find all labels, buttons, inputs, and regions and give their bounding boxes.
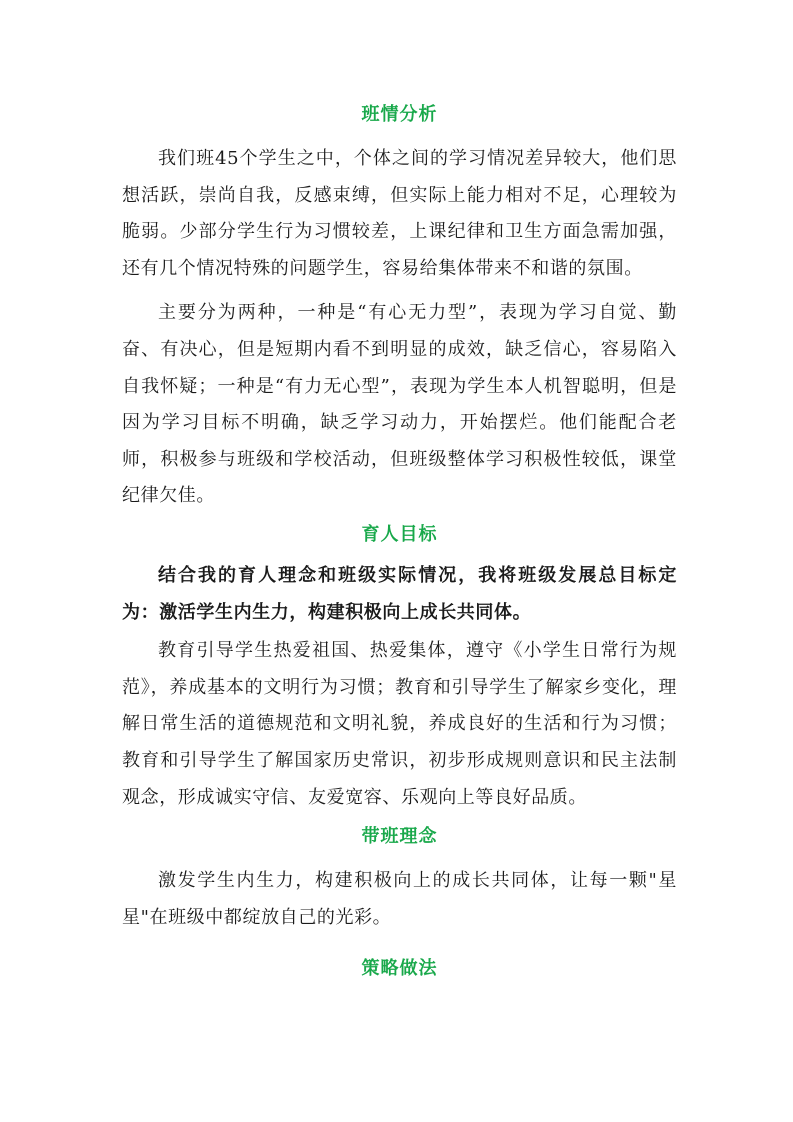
paragraph-student-types: 主要分为两种，一种是“有心无力型”，表现为学习自觉、勤奋、有决心，但是短期内看不到明显的成效，缺乏信心，容易陷入自我怀疑；一种是“有力无心型”，表现为学生本人机智聪明，但是因为学习目标不明确，缺乏学习动力，开始摆烂。他们能配合老师，积极参与班级和学校活动，但班级整体学习积极性较低，课堂纪律欠佳。 [122,302,677,507]
paragraph-philosophy: 激发学生内生力，构建积极向上的成长共同体，让每一颗"星星"在班级中都绽放自己的光彩。 [122,870,677,928]
section-heading-education-goal: 育人目标 [361,523,438,545]
section-heading-class-philosophy: 带班理念 [361,826,438,848]
paragraph-overall-goal: 结合我的育人理念和班级实际情况，我将班级发展总目标定为：激活学生内生力，构建积极向上成长共同体。 [122,564,677,623]
section-heading-class-analysis: 班情分析 [361,104,438,125]
paragraph-class-overview: 我们班45个学生之中，个体之间的学习情况差异较大，他们思想活跃，崇尚自我，反感束缚，但实际上能力相对不足，心理较为脆弱。少部分学生行为习惯较差，上课纪律和卫生方面急需加强，还有几个情况特殊的问题学生，容易给集体带来不和谐的氛围。 [122,148,677,279]
paragraph-goal-details: 教育引导学生热爱祖国、热爱集体，遵守《小学生日常行为规范》，养成基本的文明行为习惯；教育和引导学生了解家乡变化，理解日常生活的道德规范和文明礼貌，养成良好的生活和行为习惯；教育和引导学生了解国家历史常识，初步形成规则意识和民主法制观念，形成诚实守信、友爱宽容、乐观向上等良好品质。 [122,640,677,808]
section-heading-strategies: 策略做法 [361,958,438,980]
document-page [122,96,677,988]
